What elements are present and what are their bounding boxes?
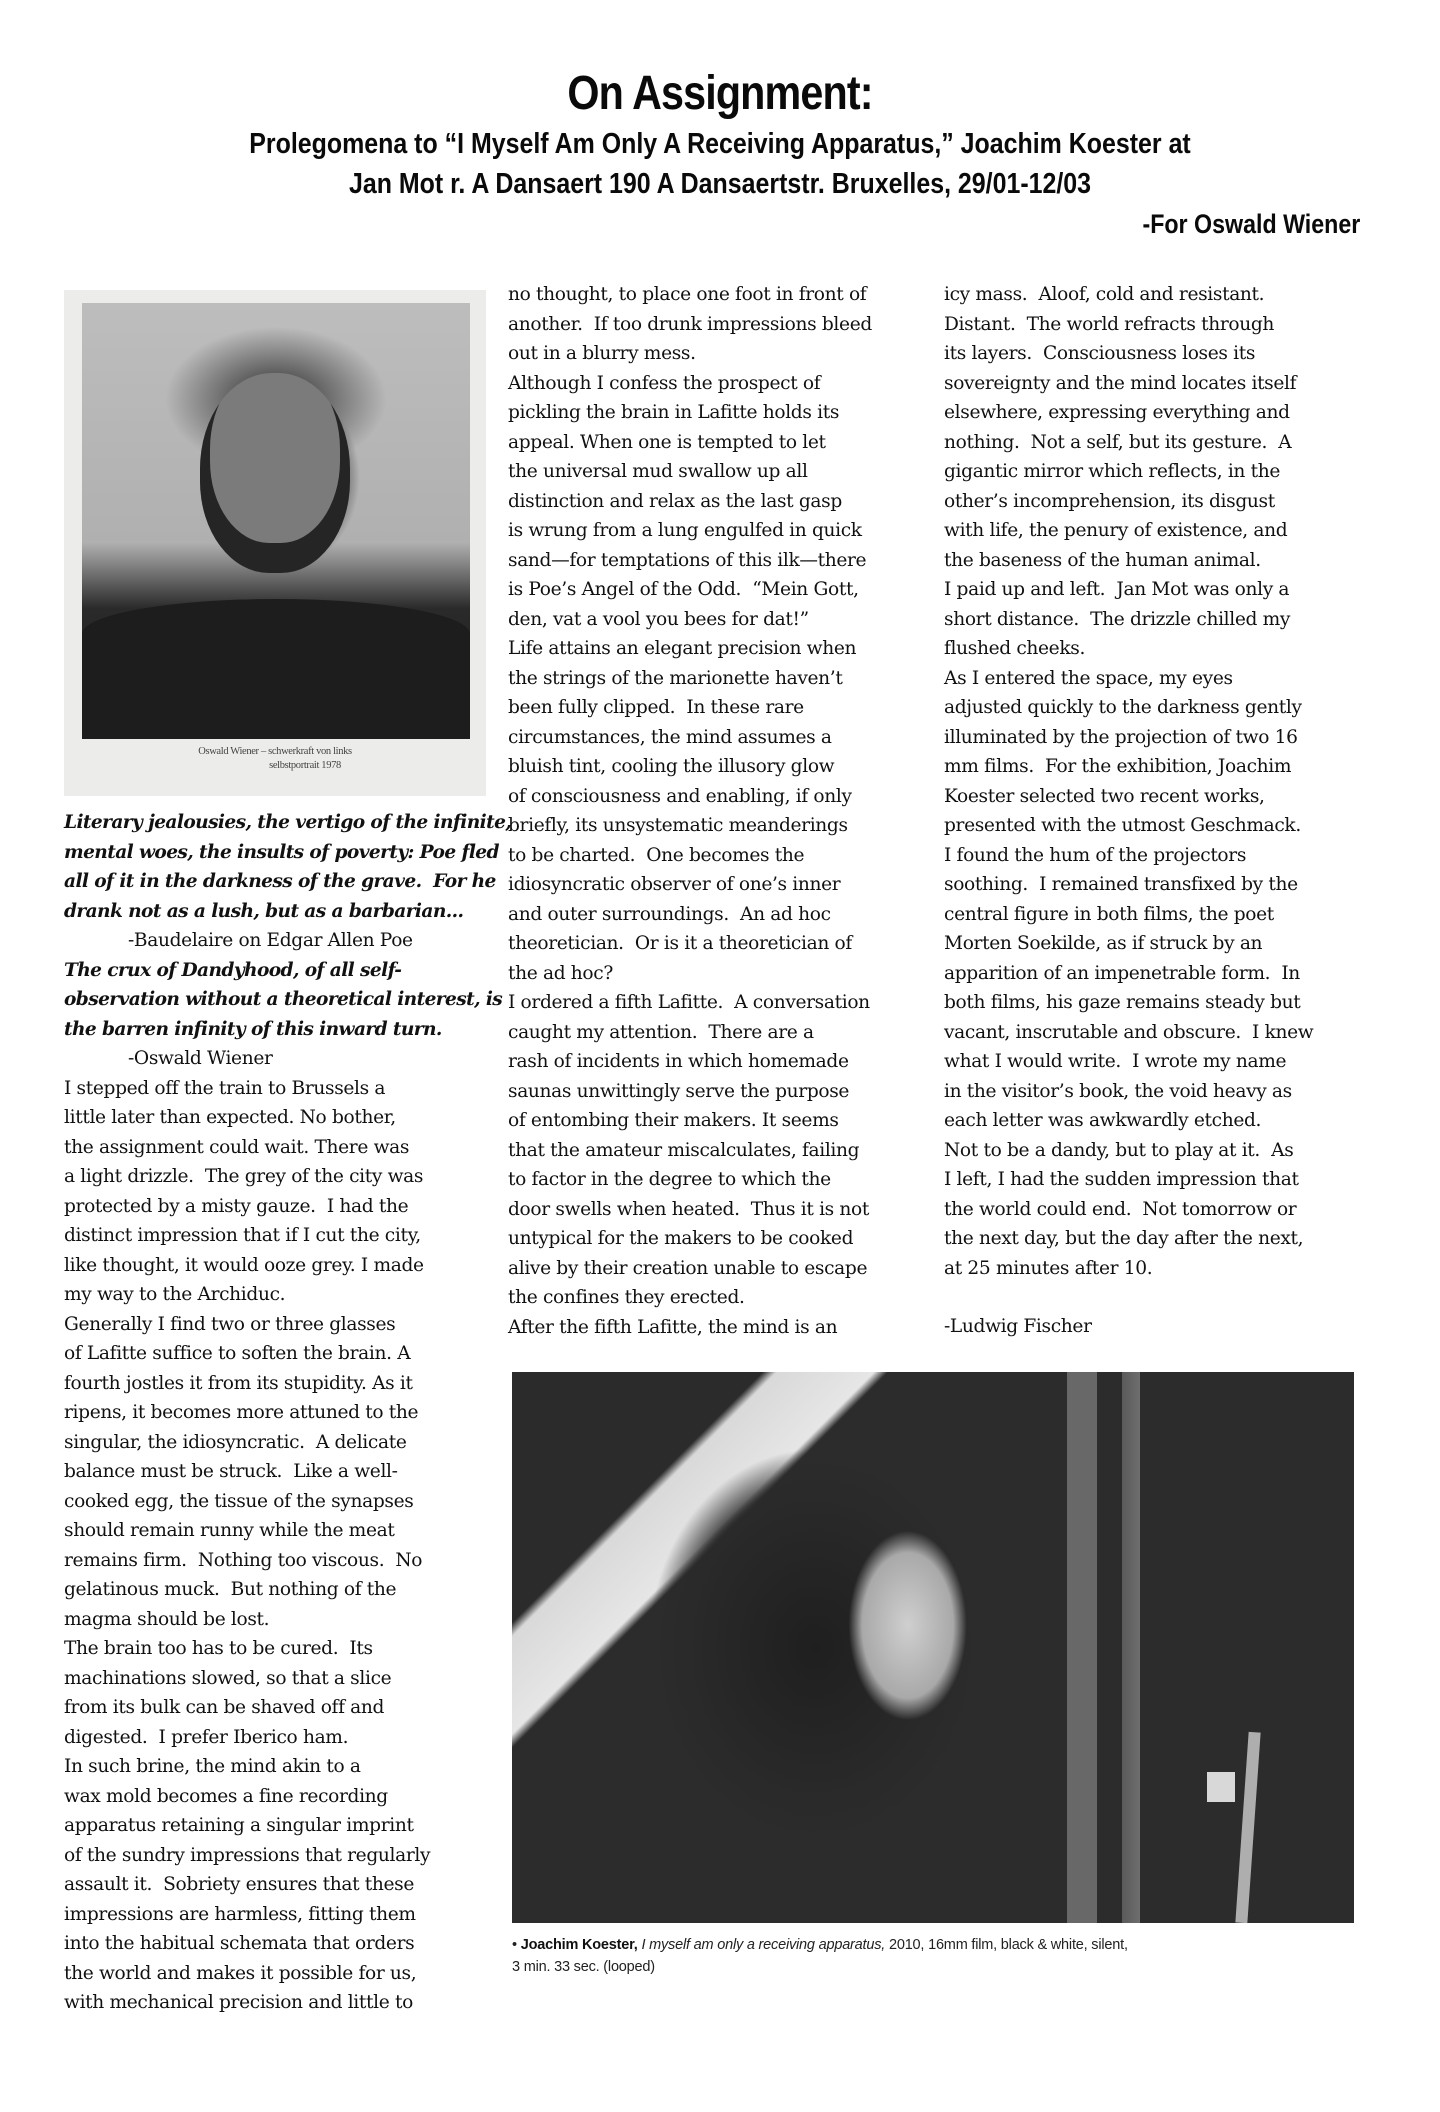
body-line: with mechanical precision and little to [64,1992,413,2013]
body-line: short distance. The drizzle chilled my [944,608,1291,630]
body-line: caught my attention. There are a [508,1021,814,1043]
body-line: and outer surroundings. An ad hoc [508,903,831,925]
body-line: Morten Soekilde, as if struck by an [944,933,1263,954]
portrait-caption-line2: selbstportrait 1978 [269,760,341,771]
body-line: I ordered a fifth Lafitte. A conversation [508,992,870,1013]
body-line: in the visitor’s book, the void heavy as [944,1080,1292,1102]
body-line: illuminated by the projection of two 16 [944,726,1298,748]
film-caption-line1 [512,1934,1372,1956]
body-line: at 25 minutes after 10. [944,1257,1153,1279]
body-line: the confines they erected. [508,1287,745,1308]
body-line: presented with the utmost Geschmack. [944,815,1301,836]
body-line: I paid up and left. Jan Mot was only a [944,579,1290,600]
film-still-photo-joachim-koester [512,1372,1354,1923]
body-line: adjusted quickly to the darkness gently [944,697,1302,718]
epigraph-wiener [64,956,503,1045]
body-line: Although I confess the prospect of [508,372,821,394]
body-line: untypical for the makers to be cooked [508,1228,854,1249]
body-line: sovereignty and the mind locates itself [944,372,1297,394]
body-line: Not to be a dandy, but to play at it. As [944,1139,1294,1161]
epigraph-line: observation without a theoretical interest, is [64,989,503,1010]
body-line: apparatus retaining a singular imprint [64,1815,414,1836]
body-line: balance must be struck. Like a well- [64,1461,398,1482]
body-line: what I would write. I wrote my name [944,1051,1287,1072]
body-line: distinction and relax as the last gasp [508,490,842,512]
film-caption-line2: 3 min. 33 sec. (looped) [512,1959,655,1975]
body-line: Koester selected two recent works, [944,785,1265,807]
body-line: After the fifth Lafitte, the mind is an [508,1316,838,1338]
body-line: alive by their creation unable to escape [508,1257,868,1279]
author-signature: -Ludwig Fischer [944,1316,1092,1337]
film-still-projector-pole [1067,1372,1097,1923]
body-line: is Poe’s Angel of the Odd. “Mein Gott, [508,579,859,600]
body-line: Life attains an elegant precision when [508,638,857,659]
body-line: protected by a misty gauze. I had the [64,1195,409,1217]
column-2 [508,280,928,1342]
body-line: fourth jostles it from its stupidity. As it [64,1372,413,1394]
body-line: both films, his gaze remains steady but [944,992,1301,1013]
body-line: of the sundry impressions that regularly [64,1844,431,1866]
body-line: magma should be lost. [64,1608,270,1630]
body-line: sand—for temptations of this ilk—there [508,549,867,571]
body-line: soothing. I remained transfixed by the [944,874,1298,895]
body-line: is wrung from a lung engulfed in quick [508,520,862,541]
body-line: little later than expected. No bother, [64,1107,396,1128]
body-line: briefly, its unsystematic meanderings [508,815,848,836]
portrait-photo-oswald-wiener [82,303,470,739]
body-line: the ad hoc? [508,962,613,984]
body-line: distinct impression that if I cut the city, [64,1225,421,1246]
portrait-caption [64,745,486,773]
portrait-figure [64,290,486,796]
body-line: the assignment could wait. There was [64,1136,410,1158]
body-line: pickling the brain in Lafitte holds its [508,402,840,423]
body-line: the baseness of the human animal. [944,549,1261,571]
epigraph-attribution-baudelaire: -Baudelaire on Edgar Allen Poe [128,930,413,951]
body-line: mm films. For the exhibition, Joachim [944,756,1292,777]
body-line: out in a blurry mess. [508,343,696,364]
portrait-head-shape [200,373,350,573]
body-line: theoretician. Or is it a theoretician of [508,933,852,954]
epigraph-line: the barren infinity of this inward turn. [64,1018,442,1040]
body-line: apparition of an impenetrable form. In [944,962,1300,984]
body-line: gelatinous muck. But nothing of the [64,1579,397,1600]
body-line: other’s incomprehension, its disgust [944,490,1275,512]
body-line: wax mold becomes a fine recording [64,1785,388,1807]
body-line: of Lafitte suffice to soften the brain. A [64,1343,411,1364]
body-line: the strings of the marionette haven’t [508,667,843,689]
body-line: its layers. Consciousness loses its [944,343,1256,364]
body-line: door swells when heated. Thus it is not [508,1198,870,1220]
body-line: Distant. The world refracts through [944,313,1275,335]
body-line: to be charted. One becomes the [508,844,805,866]
body-line: of consciousness and enabling, if only [508,785,852,807]
body-line: appeal. When one is tempted to let [508,431,826,453]
body-line: assault it. Sobriety ensures that these [64,1874,415,1895]
body-line: In such brine, the mind akin to a [64,1756,361,1777]
article-subtitle-line2: Jan Mot r. A Dansaert 190 A Dansaertstr. Bruxelles, 29/01-12/03 [348,168,1092,200]
film-caption-details: 2010, 16mm film, black & white, silent, [888,1937,1128,1953]
epigraph-line: all of it in the darkness of the grave. For he [64,871,496,892]
body-line: gigantic mirror which reflects, in the [944,461,1280,482]
film-caption-title: I myself am only a receiving apparatus, [641,1937,886,1953]
epigraph-line: The crux of Dandyhood, of all self- [64,959,402,981]
article-title: On Assignment: [567,67,873,120]
body-line: digested. I prefer Iberico ham. [64,1726,349,1748]
body-line: vacant, inscrutable and obscure. I knew [944,1021,1314,1043]
film-caption-artist: Joachim Koester, [520,1937,638,1953]
portrait-caption-line1: Oswald Wiener – schwerkraft von links [198,746,352,757]
body-line: cooked egg, the tissue of the synapses [64,1490,414,1512]
epigraph-baudelaire [64,808,512,926]
body-line: Generally I find two or three glasses [64,1313,396,1335]
body-line: to factor in the degree to which the [508,1169,831,1190]
body-line: saunas unwittingly serve the purpose [508,1080,850,1102]
body-line: impressions are harmless, fitting them [64,1903,416,1925]
body-line: from its bulk can be shaved off and [64,1697,385,1718]
column-1 [64,280,512,2018]
epigraph-line: drank not as a lush, but as a barbarian... [64,900,464,922]
body-line: ripens, it becomes more attuned to the [64,1402,419,1423]
portrait-body-shape [82,599,470,739]
body-line: bluish tint, cooling the illusory glow [508,756,835,777]
column-1-body [64,1074,484,2018]
body-line: been fully clipped. In these rare [508,697,804,718]
body-line: I stepped off the train to Brussels a [64,1077,386,1099]
body-line: of entombing their makers. It seems [508,1110,839,1131]
body-line: rash of incidents in which homemade [508,1051,849,1072]
body-line: circumstances, the mind assumes a [508,726,832,748]
body-line: the next day, but the day after the next, [944,1228,1304,1249]
body-line: flushed cheeks. [944,638,1086,659]
body-line: the world could end. Not tomorrow or [944,1198,1297,1220]
body-line: the world and makes it possible for us, [64,1962,417,1984]
body-line: singular, the idiosyncratic. A delicate [64,1431,407,1453]
body-line: my way to the Archiduc. [64,1284,286,1305]
body-line: like thought, it would ooze grey. I made [64,1254,424,1276]
body-line: no thought, to place one foot in front of [508,284,867,305]
article-subtitle-line1: Prolegomena to “I Myself Am Only A Receiving Apparatus,” Joachim Koester at [249,128,1191,160]
body-line: den, vat a vool you bees for dat!” [508,608,809,630]
epigraph-line: mental woes, the insults of poverty: Poe fled [64,841,499,863]
bullet-icon: • [512,1937,517,1953]
epigraph-attribution-wiener: -Oswald Wiener [128,1048,273,1069]
column-3 [944,280,1364,1342]
body-line: with life, the penury of existence, and [944,520,1288,541]
body-line: I left, I had the sudden impression that [944,1169,1299,1190]
film-still-caption [512,1934,1372,1978]
body-line: should remain runny while the meat [64,1520,395,1541]
body-line: remains firm. Nothing too viscous. No [64,1549,423,1571]
body-line: a light drizzle. The grey of the city was [64,1166,424,1187]
body-line: central figure in both films, the poet [944,903,1274,925]
body-line: that the amateur miscalculates, failing [508,1139,860,1161]
film-still-light-block [1207,1772,1235,1802]
body-line: into the habitual schemata that orders [64,1933,415,1954]
body-line: icy mass. Aloof, cold and resistant. [944,284,1265,305]
body-line: the universal mud swallow up all [508,461,808,482]
body-line: nothing. Not a self, but its gesture. A [944,431,1292,453]
body-line: machinations slowed, so that a slice [64,1667,392,1689]
body-line: idiosyncratic observer of one’s inner [508,874,841,895]
body-line: I found the hum of the projectors [944,844,1247,866]
body-line: As I entered the space, my eyes [944,667,1233,689]
dedication: -For Oswald Wiener [1142,209,1360,239]
body-line: each letter was awkwardly etched. [944,1110,1262,1131]
body-line: elsewhere, expressing everything and [944,402,1290,423]
body-line: another. If too drunk impressions bleed [508,313,872,335]
epigraph-line: Literary jealousies, the vertigo of the infinite, [64,812,512,833]
body-line: The brain too has to be cured. Its [64,1638,373,1659]
film-still-light-streak [1235,1732,1260,1923]
